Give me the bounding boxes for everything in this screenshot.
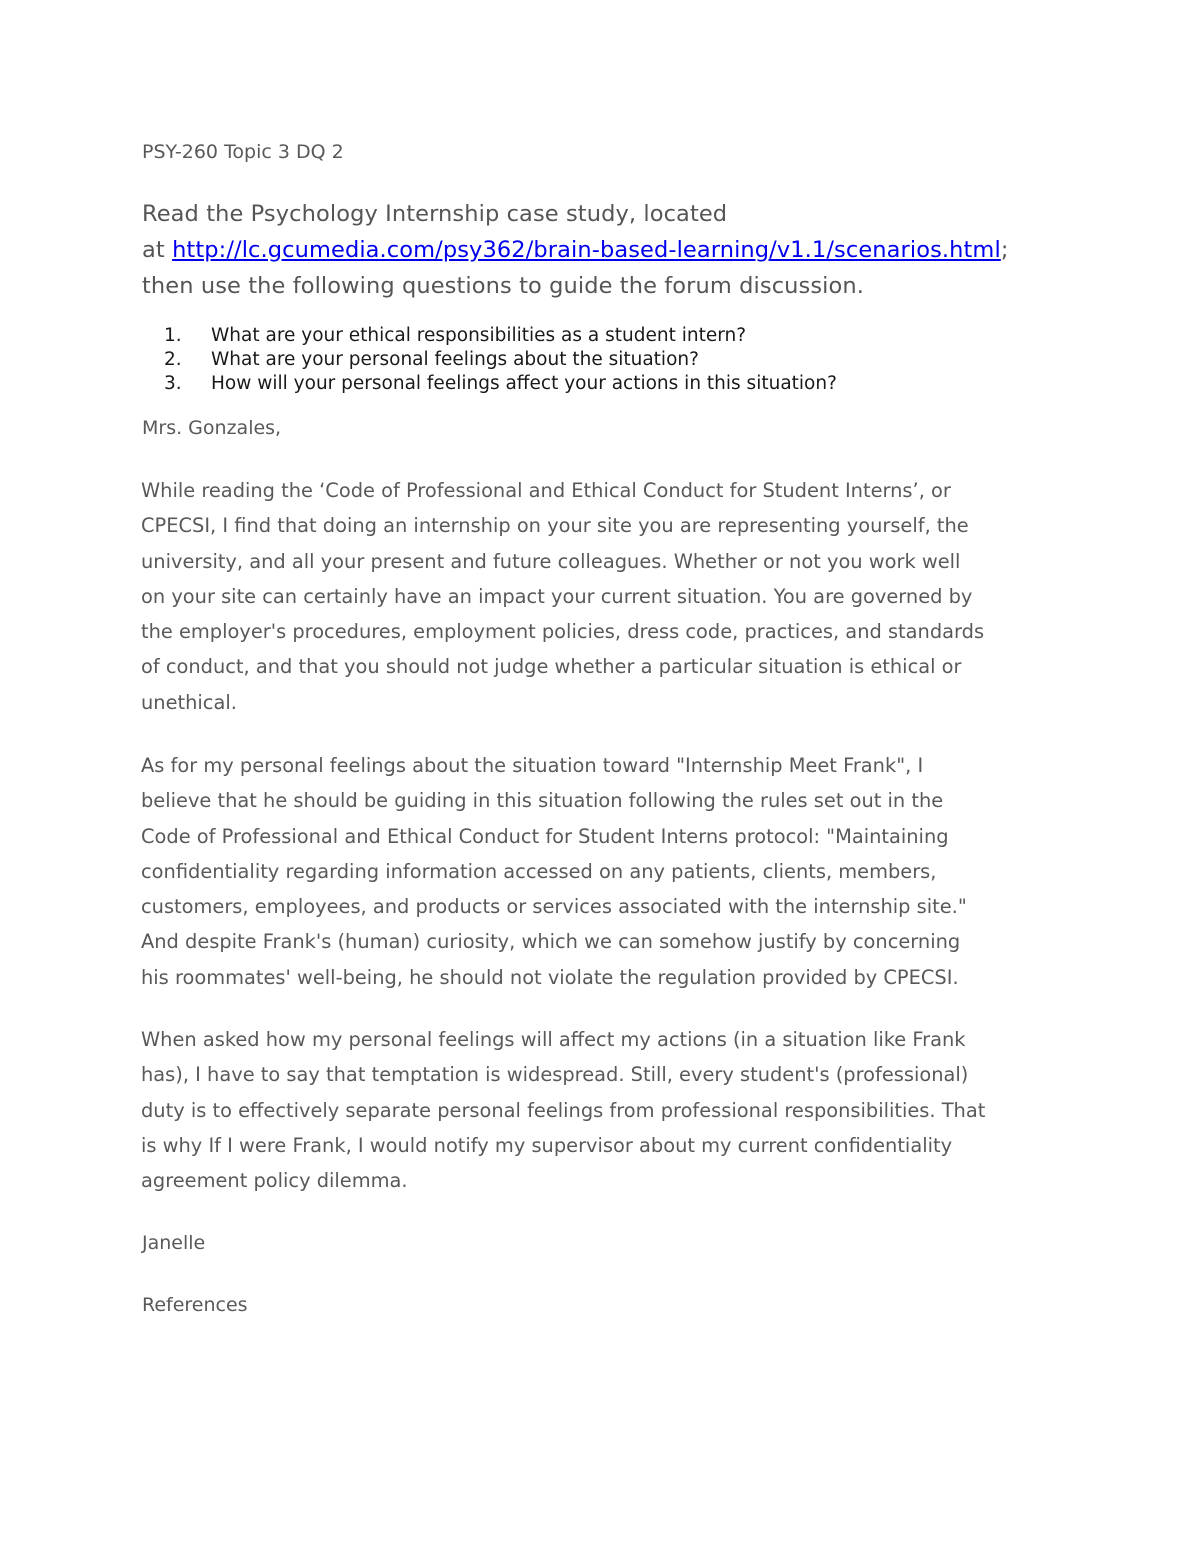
paragraph-line: CPECSI, I find that doing an internship on your site you are representing yourself, the [141,514,969,538]
signoff-name: Janelle [142,1232,206,1254]
paragraph-line: his roommates' well-being, he should not violate the regulation provided by CPECSI. [141,965,959,989]
document-title: PSY-260 Topic 3 DQ 2 [142,141,344,163]
question-number: 1. [164,325,182,346]
prompt-line-2 [142,232,1102,268]
question-text: How will your personal feelings affect your actions in this situation? [211,373,837,394]
paragraph-line: confidentiality regarding information accessed on any patients, clients, members, [141,859,937,883]
discussion-questions [142,324,837,396]
paragraph-actions [141,1022,1081,1198]
paragraph-personal-feelings [141,748,1081,995]
paragraph-line: And despite Frank's (human) curiosity, which we can somehow justify by concerning [141,930,961,954]
paragraph-line: university, and all your present and future colleagues. Whether or not you work well [141,549,961,573]
greeting: Mrs. Gonzales, [142,417,282,439]
paragraph-line: on your site can certainly have an impact your current situation. You are governed by [141,584,973,608]
paragraph-line: of conduct, and that you should not judge whether a particular situation is ethical or [141,655,962,679]
assignment-prompt [142,196,1102,304]
paragraph-line: unethical. [141,690,237,714]
question-number: 2. [164,349,182,370]
paragraph-line: has), I have to say that temptation is widespread. Still, every student's (professional) [141,1063,969,1087]
references-heading: References [142,1294,248,1316]
paragraph-ethical-responsibilities [141,473,1081,720]
paragraph-line: believe that he should be guiding in this situation following the rules set out in the [141,789,944,813]
paragraph-line: customers, employees, and products or services associated with the internship site." [141,895,967,919]
question-item [142,372,837,396]
paragraph-line: duty is to effectively separate personal feelings from professional responsibilities. That [141,1098,986,1122]
paragraph-line: is why If I were Frank, I would notify my supervisor about my current confidentiality [141,1133,953,1157]
question-text: What are your personal feelings about the situation? [211,349,699,370]
question-number: 3. [164,373,182,394]
paragraph-line: agreement policy dilemma. [141,1169,408,1193]
prompt-line-3: then use the following questions to guide the forum discussion. [142,273,864,299]
paragraph-line: Code of Professional and Ethical Conduct for Student Interns protocol: "Maintaining [141,824,949,848]
prompt-line-2-suffix: ; [1000,237,1009,263]
paragraph-line: the employer's procedures, employment policies, dress code, practices, and standards [141,620,985,644]
prompt-line-1: Read the Psychology Internship case study, located [142,201,728,227]
prompt-line-2-prefix: at [142,237,173,263]
case-study-link[interactable]: http://lc.gcumedia.com/psy362/brain-based-learning/v1.1/scenarios.html [172,237,1001,263]
paragraph-line: When asked how my personal feelings will affect my actions (in a situation like Frank [141,1028,966,1051]
paragraph-line: As for my personal feelings about the situation toward "Internship Meet Frank", I [141,754,924,777]
question-text: What are your ethical responsibilities as a student intern? [211,325,747,346]
question-item [142,348,837,372]
question-item [142,324,837,348]
paragraph-line: While reading the ‘Code of Professional and Ethical Conduct for Student Interns’, or [141,479,951,502]
